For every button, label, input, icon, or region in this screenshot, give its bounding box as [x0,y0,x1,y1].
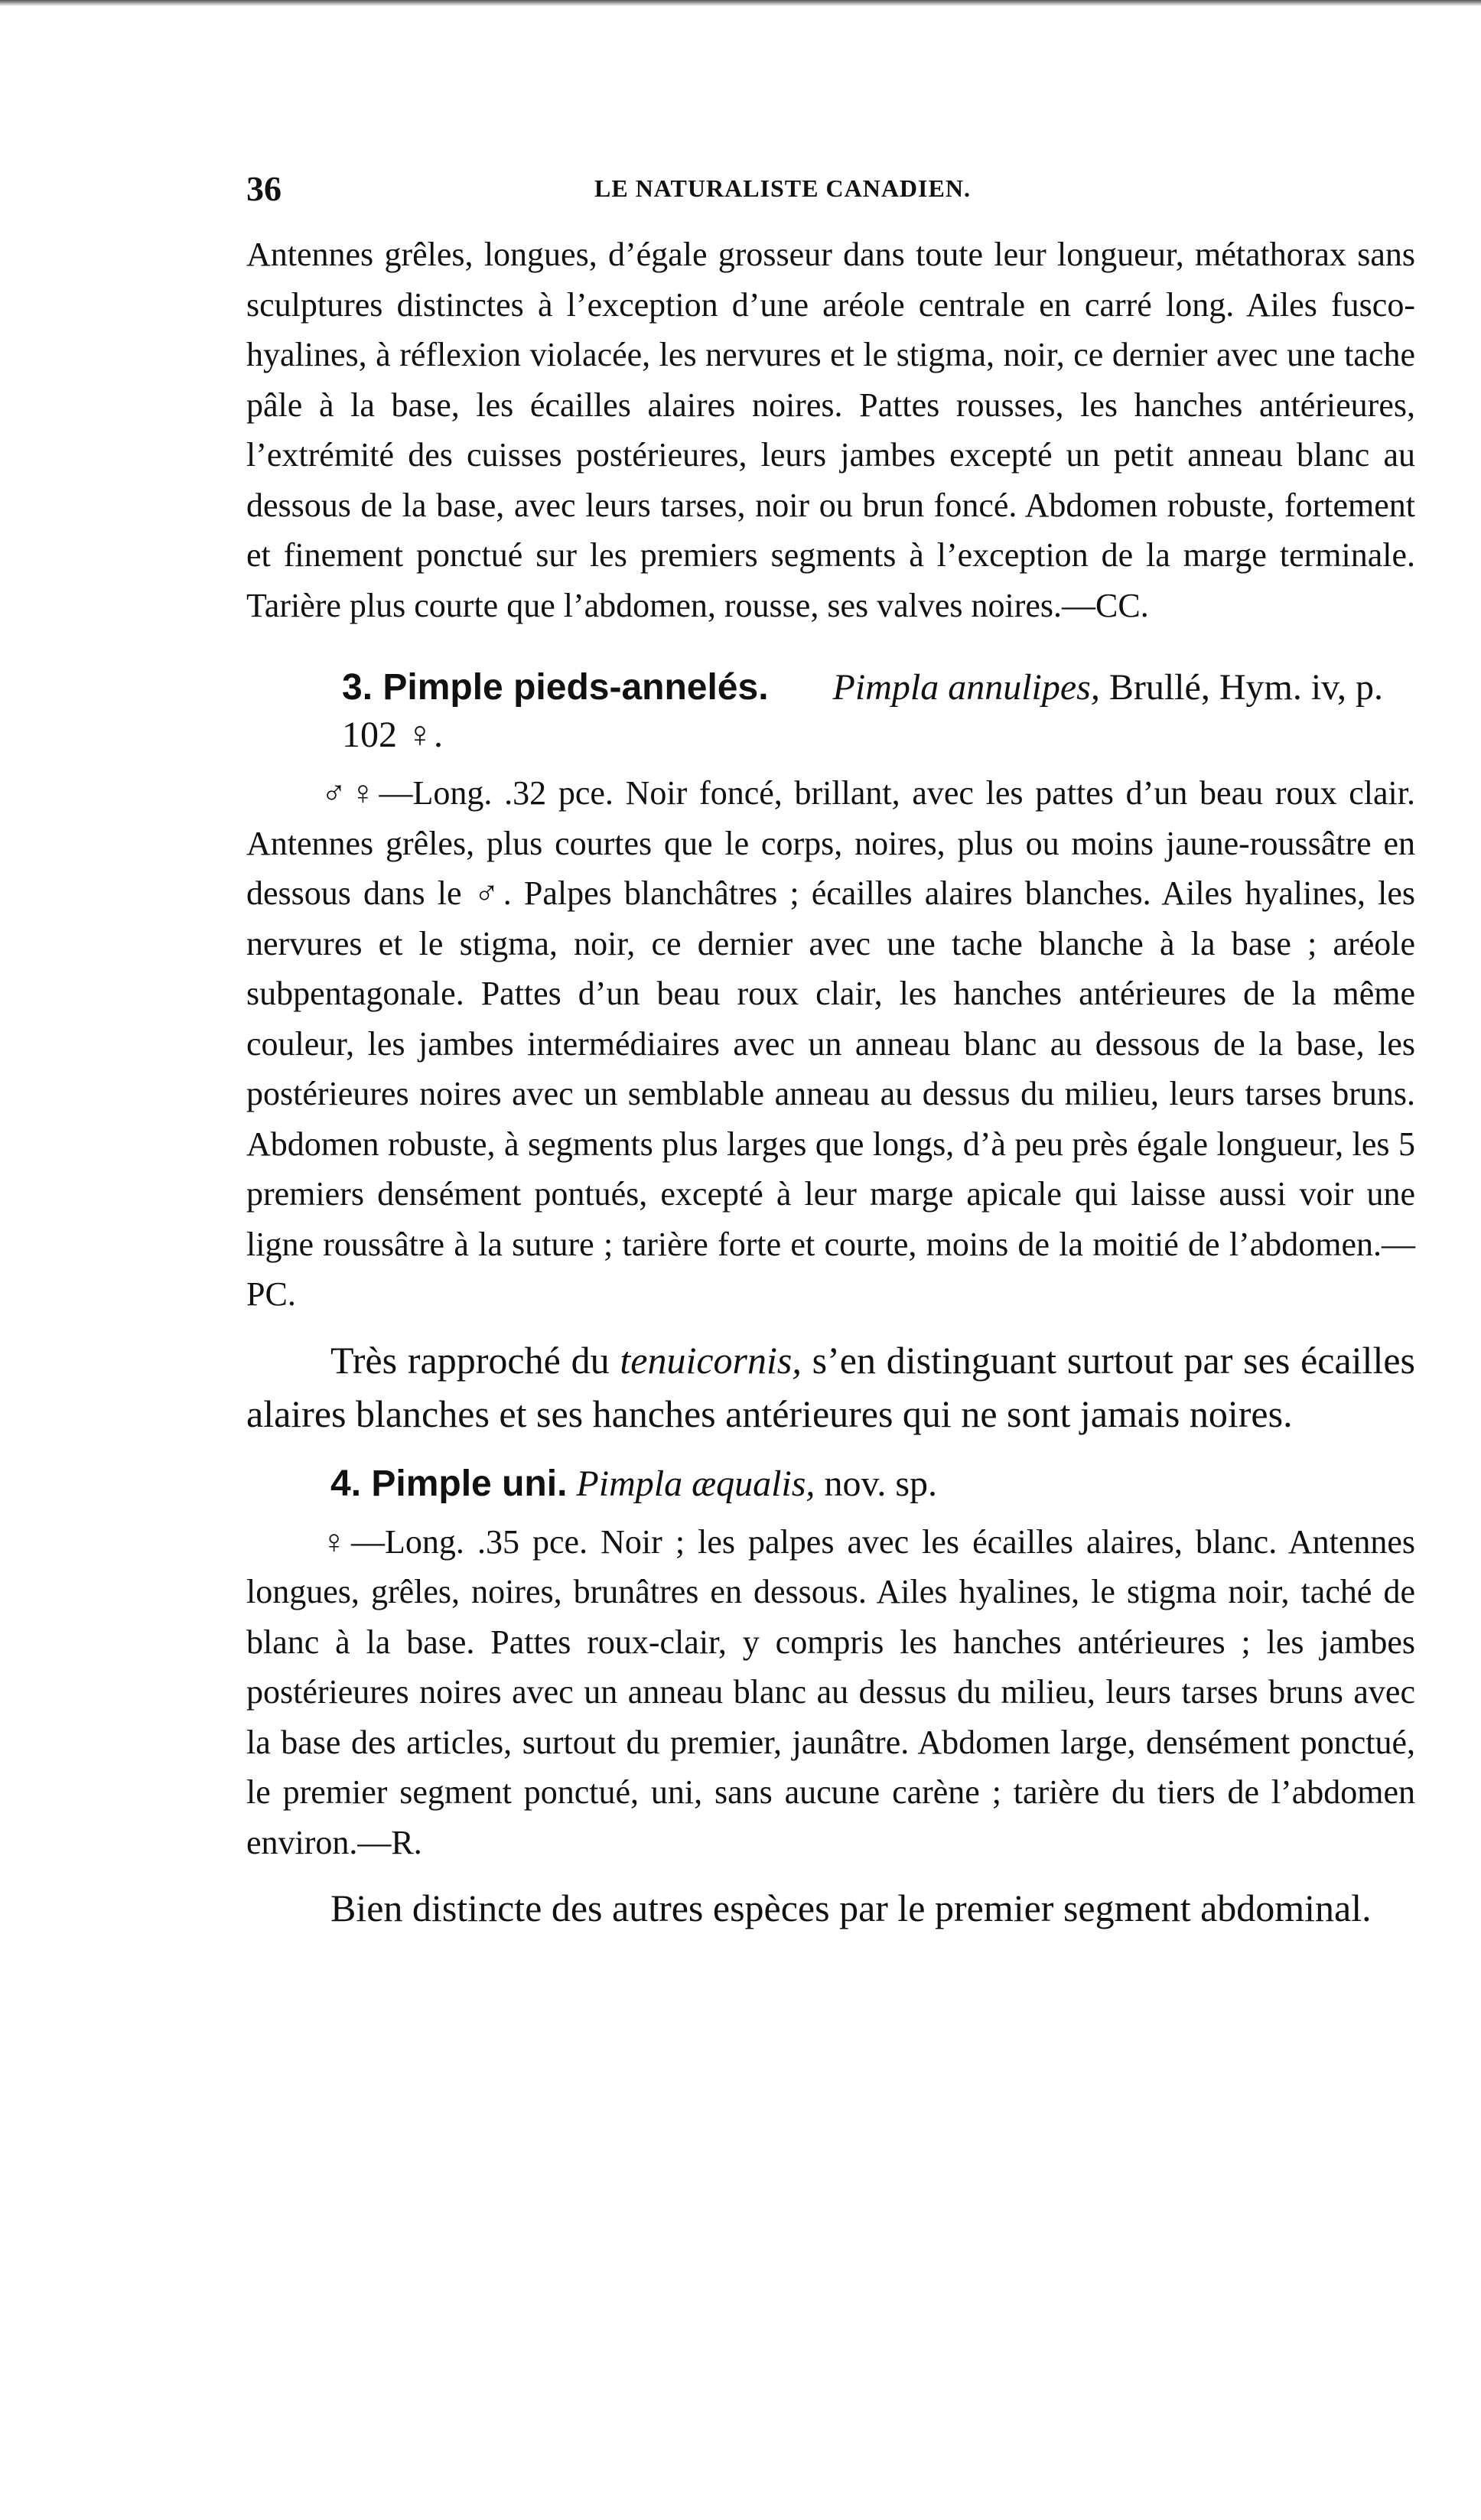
species-3-heading [342,664,1415,759]
species-3-remark-start: Très rapproché du [330,1338,620,1382]
species-4-author: nov. sp. [824,1463,937,1504]
species-3-remark-end: s’en distinguant surtout par ses écailles alaires blanches et ses hanches antérieures qui ne sont jamais noires. [246,1338,1415,1435]
running-head: LE NATURALISTE CANADIEN. [594,174,971,202]
species-3-description: ♂♀—Long. .32 pce. Noir foncé, brillant, avec les pattes d’un beau roux clair. Antennes grêles, plus courtes que le corps, noires, plus ou moins jaune-roussâtre en dessous dans le ♂. Palpes blanchâtres ; écailles alaires blanches. Ailes hyalines, les nervures et le stigma, noir, ce dernier avec une tache blanche à la base ; aréole subpentagonale. Pattes d’un beau roux clair, les hanches antérieures de la même couleur, les jambes intermédiaires avec un anneau blanc au dessous de la base, les postérieures noires avec un semblable anneau au dessus du milieu, leurs tarses bruns. Abdomen robuste, à segments plus larges que longs, d’à peu près égale longueur, les 5 premiers densément pontués, excepté à leur marge apicale qui laisse aussi voir une ligne roussâtre à la suture ; tarière forte et courte, moins de la moitié de l’abdomen.—PC. [246,774,1415,1313]
species-3-latin-name: Pimpla annulipes, [832,667,1100,708]
book-page [246,168,1415,1935]
page-top-edge [0,0,1481,6]
intro-paragraph: Antennes grêles, longues, d’égale grosseur dans toute leur longueur, métathorax sans sculptures distinctes à l’exception d’une aréole centrale en carré long. Ailes fusco-hyalines, à réflexion violacée, les nervures et le stigma, noir, ce dernier avec une tache pâle à la base, les écailles alaires noires. Pattes rousses, les hanches antérieures, l’extrémité des cuisses postérieures, leurs jambes excepté un petit anneau blanc au dessous de la base, avec leurs tarses, noir ou brun foncé. Abdomen robuste, fortement et finement ponctué sur les premiers segments à l’exception de la marge terminale. Tarière plus courte que l’abdomen, rousse, ses valves noires.—CC. [246,236,1415,624]
species-4-latin-name: Pimpla æqualis, [576,1463,815,1504]
species-3-remark [246,1333,1415,1441]
species-4-description: ♀—Long. .35 pce. Noir ; les palpes avec les écailles alaires, blanc. Antennes longues, grêles, noires, brunâtres en dessous. Ailes hyalines, le stigma noir, taché de blanc à la base. Pattes roux-clair, y compris les hanches antérieures ; les jambes postérieures noires avec un anneau blanc au dessus du milieu, leurs tarses bruns avec la base des articles, surtout du premier, jaunâtre. Abdomen large, densément ponctué, le premier segment ponctué, uni, sans aucune carène ; tarière du tiers de l’abdomen environ.—R. [246,1522,1415,1861]
page-header [246,168,1415,230]
species-3-remark-italic: tenuicornis, [620,1338,802,1382]
species-4-title: 4. Pimple uni. [330,1463,568,1504]
page-number: 36 [246,169,282,208]
species-3-author: Brullé, Hym. iv, p. 102 ♀. [342,667,1384,755]
species-4-remark: Bien distincte des autres espèces par le premier segment abdominal. [330,1887,1372,1929]
species-4-heading [330,1460,1415,1508]
species-3-title: 3. Pimple pieds-annelés. [342,667,769,708]
